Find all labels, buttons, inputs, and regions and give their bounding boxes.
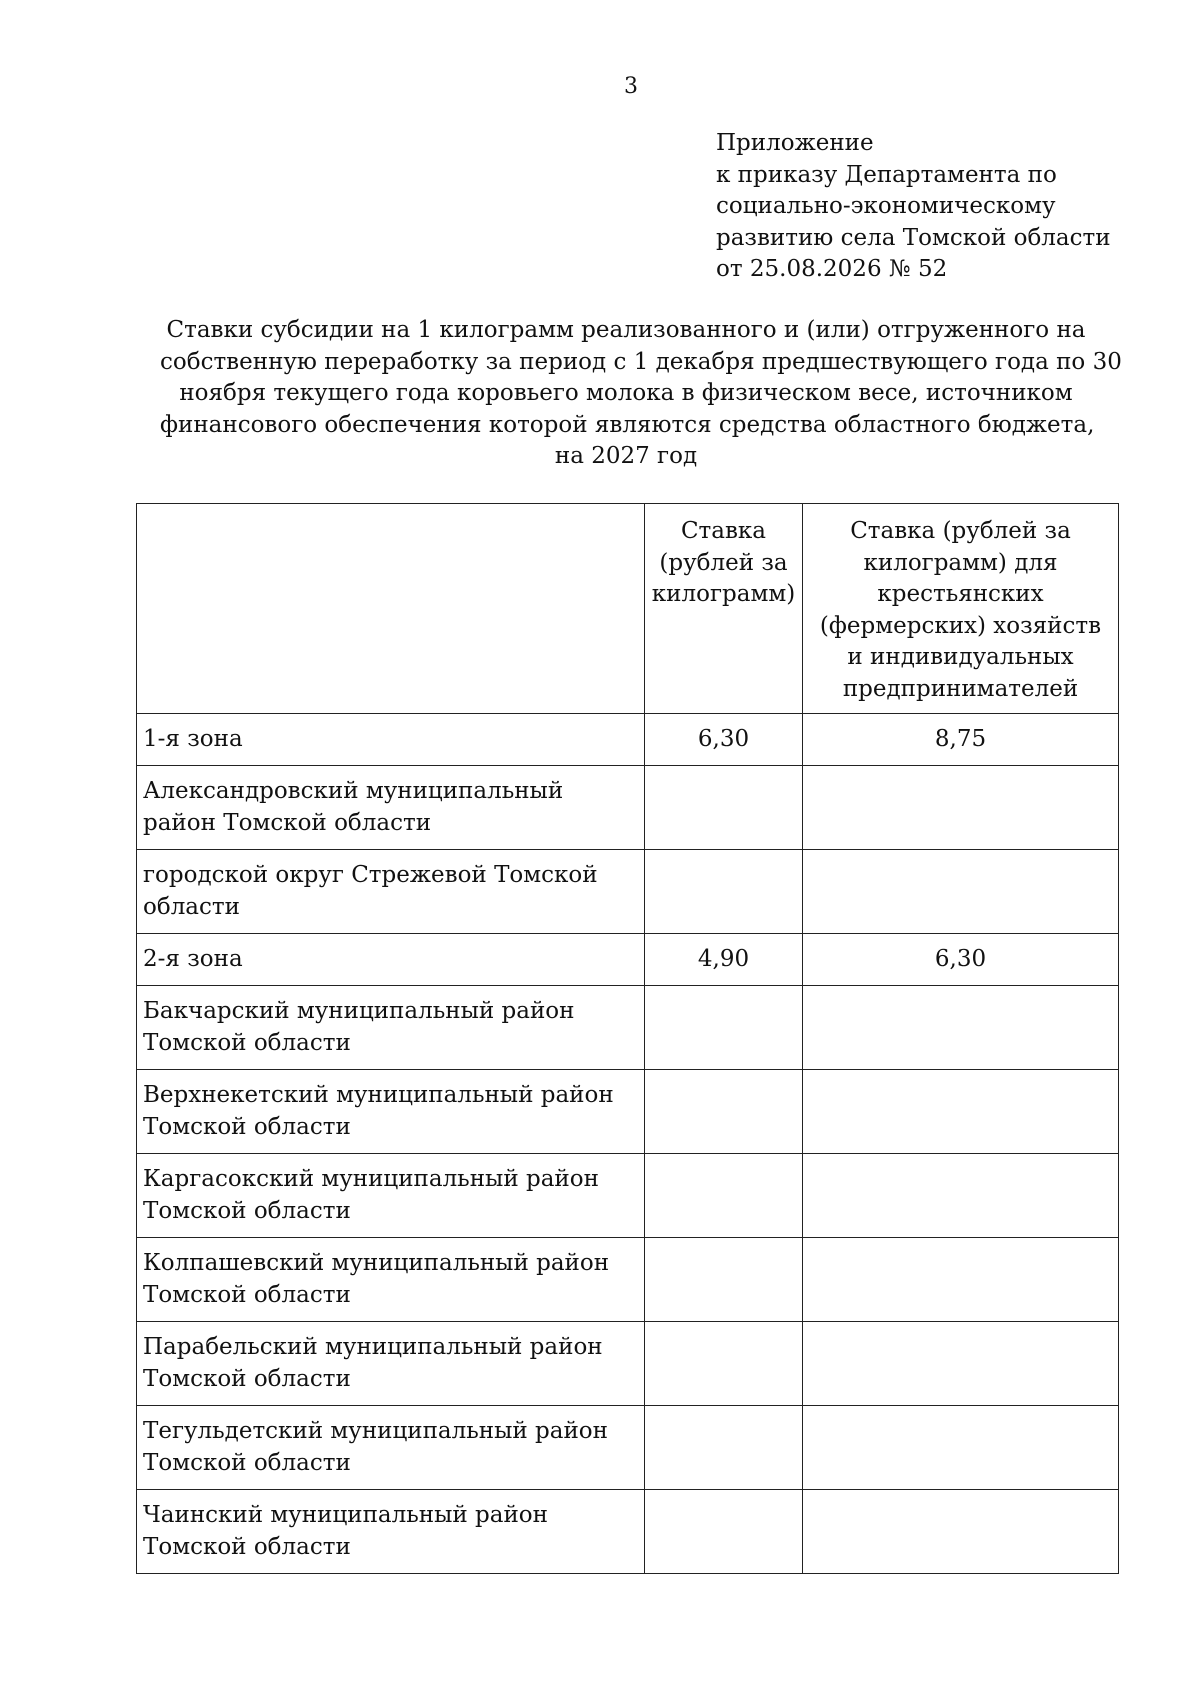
row-name-cell: Каргасокский муниципальный район Томской области — [137, 1154, 645, 1238]
row-rate-farm-cell — [803, 766, 1119, 850]
row-rate-farm-cell — [803, 986, 1119, 1070]
row-rate-cell — [645, 1238, 803, 1322]
header-cell-rate: Ставка (рублей за килограмм) — [645, 504, 803, 714]
district-row — [137, 1322, 1119, 1406]
row-rate-farm-cell — [803, 1322, 1119, 1406]
zone-row — [137, 934, 1119, 986]
row-name-cell: Александровский муниципальный район Томской области — [137, 766, 645, 850]
row-rate-cell — [645, 1490, 803, 1574]
row-rate-farm-cell — [803, 1406, 1119, 1490]
title-line: собственную переработку за период с 1 декабря предшествующего года по 30 — [160, 348, 1122, 375]
appendix-line: Приложение — [716, 130, 874, 156]
page-number: 3 — [624, 74, 638, 99]
rates-table — [136, 503, 1119, 1574]
row-name-cell: Бакчарский муниципальный район Томской области — [137, 986, 645, 1070]
district-row — [137, 1154, 1119, 1238]
row-rate-cell — [645, 766, 803, 850]
document-title — [160, 315, 1122, 473]
row-name-cell: Парабельский муниципальный район Томской области — [137, 1322, 645, 1406]
district-row — [137, 850, 1119, 934]
district-row — [137, 766, 1119, 850]
row-name-cell: 1-я зона — [137, 714, 645, 766]
row-rate-farm-cell — [803, 1490, 1119, 1574]
appendix-line: к приказу Департамента по — [716, 161, 1057, 188]
row-rate-farm-cell: 6,30 — [803, 934, 1119, 986]
row-rate-cell: 4,90 — [645, 934, 803, 986]
row-rate-farm-cell: 8,75 — [803, 714, 1119, 766]
row-name-cell: Тегульдетский муниципальный район Томской области — [137, 1406, 645, 1490]
appendix-line: развитию села Томской области — [716, 224, 1111, 251]
appendix-line: от 25.08.2026 № 52 — [716, 256, 948, 282]
zone-row — [137, 714, 1119, 766]
row-rate-farm-cell — [803, 1238, 1119, 1322]
row-name-cell: Чаинский муниципальный район Томской области — [137, 1490, 645, 1574]
title-line: ноября текущего года коровьего молока в физическом весе, источником — [179, 380, 1073, 406]
row-rate-farm-cell — [803, 850, 1119, 934]
appendix-line: социально-экономическому — [716, 193, 1056, 219]
rates-table-body — [137, 714, 1119, 1574]
row-rate-farm-cell — [803, 1154, 1119, 1238]
header-cell-name — [137, 504, 645, 714]
district-row — [137, 986, 1119, 1070]
district-row — [137, 1490, 1119, 1574]
title-line: Ставки субсидии на 1 килограмм реализованного и (или) отгруженного на — [166, 317, 1086, 343]
title-line: на 2027 год — [554, 443, 698, 469]
row-rate-cell — [645, 1070, 803, 1154]
row-rate-cell — [645, 986, 803, 1070]
table-header-row — [137, 504, 1119, 714]
appendix-block — [716, 128, 1136, 286]
header-cell-rate-farm: Ставка (рублей за килограмм) для крестьянских (фермерских) хозяйств и индивидуальных предпринимателей — [803, 504, 1119, 714]
row-name-cell: городской округ Стрежевой Томской области — [137, 850, 645, 934]
row-name-cell: Верхнекетский муниципальный район Томской области — [137, 1070, 645, 1154]
row-name-cell: 2-я зона — [137, 934, 645, 986]
row-name-cell: Колпашевский муниципальный район Томской области — [137, 1238, 645, 1322]
title-line: финансового обеспечения которой являются средства областного бюджета, — [160, 411, 1095, 438]
row-rate-cell — [645, 1154, 803, 1238]
district-row — [137, 1070, 1119, 1154]
district-row — [137, 1238, 1119, 1322]
row-rate-cell — [645, 850, 803, 934]
row-rate-cell — [645, 1322, 803, 1406]
row-rate-cell — [645, 1406, 803, 1490]
row-rate-cell: 6,30 — [645, 714, 803, 766]
row-rate-farm-cell — [803, 1070, 1119, 1154]
district-row — [137, 1406, 1119, 1490]
